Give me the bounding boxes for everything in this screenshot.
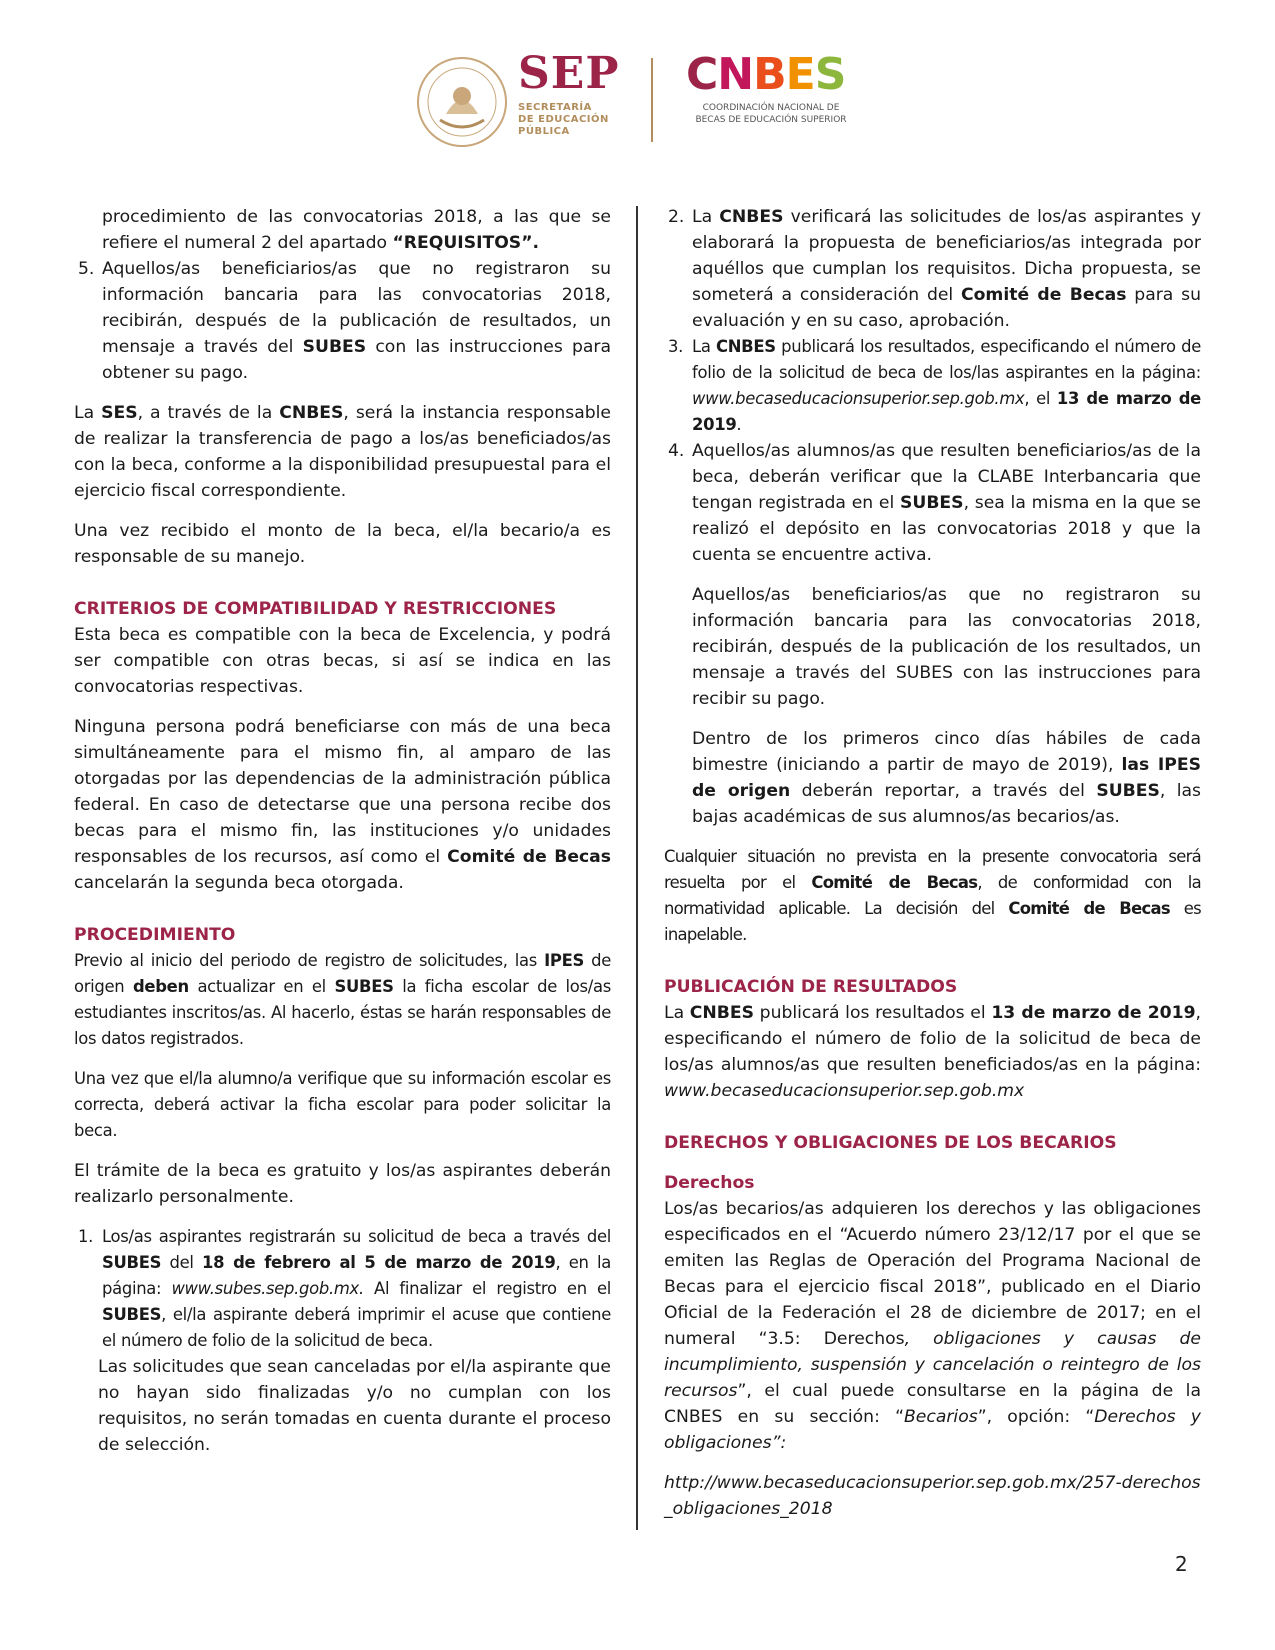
header-divider xyxy=(651,58,653,142)
right-column xyxy=(664,204,1201,1522)
column-divider xyxy=(636,206,638,1530)
list-item-2: 2. La CNBES verificará las solicitudes de los/as aspirantes y elaborará la propuesta de beneficiarios/as integrada por aquéllos que cumplan los requisitos. Dicha propuesta, se someterá a consideración del Comité de Becas para su evaluación y en su caso, aprobación. xyxy=(668,207,1201,331)
national-seal-logo xyxy=(416,56,508,148)
list-item-5: 5. Aquellos/as beneficiarios/as que no registraron su información bancaria para las convocatorias 2018, recibirán, después de la publicación de resultados, un mensaje a través del SUBES con las instrucciones para obtener su pago. xyxy=(78,259,611,383)
aquellos-paragraph: Aquellos/as beneficiarios/as que no registraron su información bancaria para las convocatorias 2018, recibirán, después de la publicación de los resultados, un mensaje a través del SUBES con las instrucciones para recibir su pago. xyxy=(692,585,1201,709)
continued-paragraph: procedimiento de las convocatorias 2018, a las que se refiere el numeral 2 del apartado “REQUISITOS”. xyxy=(102,207,611,253)
derechos-paragraph: Los/as becarios/as adquieren los derechos y las obligaciones especificados en el “Acuerdo número 23/12/17 por el que se emiten las Reglas de Operación del Programa Nacional de Becas para el ejercicio fiscal 2018”, publicado en el Diario Oficial de la Federación el 28 de diciembre de 2017; en el numeral “3.5: Derechos, obligaciones y causas de incumplimiento, suspensión y cancelación o reintegro de los recursos”, el cual puede consultarse en la página de la CNBES en su sección: “Becarios”, opción: “Derechos y obligaciones”: xyxy=(664,1199,1201,1453)
monto-paragraph: Una vez recibido el monto de la beca, el/la becario/a es responsable de su manejo. xyxy=(74,521,611,567)
dentro-paragraph: Dentro de los primeros cinco días hábiles de cada bimestre (iniciando a partir de mayo de 2019), las IPES de origen deberán reportar, a través del SUBES, las bajas académicas de sus alumnos/as becarios/as. xyxy=(692,729,1201,827)
cnbes-logo-text: CNBES xyxy=(686,49,846,100)
publicacion-paragraph: La CNBES publicará los resultados el 13 de marzo de 2019, especificando el número de folio de la solicitud de beca de los/as alumnos/as que resulten beneficiados/as en la página: www.becaseducacionsuperior.sep.gob.mx xyxy=(664,1003,1201,1101)
heading-derechos: DERECHOS Y OBLIGACIONES DE LOS BECARIOS xyxy=(664,1133,1117,1153)
sep-subtitle: SECRETARÍA DE EDUCACIÓN PÚBLICA xyxy=(518,102,609,137)
subheading-derechos: Derechos xyxy=(664,1173,755,1193)
verifique-paragraph: Una vez que el/la alumno/a verifique que su información escolar es correcta, deberá activar la ficha escolar para poder solicitar la beca. xyxy=(74,1069,611,1140)
heading-publicacion: PUBLICACIÓN DE RESULTADOS xyxy=(664,977,958,997)
ninguna-paragraph: Ninguna persona podrá beneficiarse con más de una beca simultáneamente para el mismo fin, al amparo de las otorgadas por las dependencias de la administración pública federal. En caso de detectarse que una persona recibe dos becas para el mismo fin, las instituciones y/o unidades responsables de los recursos, así como el Comité de Becas cancelarán la segunda beca otorgada. xyxy=(74,717,611,893)
page-header xyxy=(0,44,1275,154)
tramite-paragraph: El trámite de la beca es gratuito y los/as aspirantes deberán realizarlo personalmente. xyxy=(74,1161,611,1207)
cnbes-subtitle: COORDINACIÓN NACIONAL DE BECAS DE EDUCACIÓN SUPERIOR xyxy=(695,103,847,125)
canceladas-paragraph: Las solicitudes que sean canceladas por el/la aspirante que no hayan sido finalizadas y/o no cumplan con los requisitos, no serán tomadas en cuenta durante el proceso de selección. xyxy=(98,1357,611,1455)
derechos-url[interactable]: http://www.becaseducacionsuperior.sep.gob.mx/257-derechos_obligaciones_2018 xyxy=(664,1473,1201,1519)
previo-paragraph: Previo al inicio del periodo de registro de solicitudes, las IPES de origen deben actualizar en el SUBES la ficha escolar de los/as estudiantes inscritos/as. Al hacerlo, éstas se harán responsables de los datos registrados. xyxy=(74,951,611,1048)
list-item-4: 4. Aquellos/as alumnos/as que resulten beneficiarios/as de la beca, deberán verificar que la CLABE Interbancaria que tengan registrada en el SUBES, sea la misma en la que se realizó el depósito en las convocatorias 2018 y que la cuenta se encuentre activa. xyxy=(668,441,1201,565)
ses-paragraph: La SES, a través de la CNBES, será la instancia responsable de realizar la transferencia de pago a los/as beneficiados/as con la beca, conforme a la disponibilidad presupuestal para el ejercicio fiscal correspondiente. xyxy=(74,403,611,501)
list-item-1: 1. Los/as aspirantes registrarán su solicitud de beca a través del SUBES del 18 de febrero al 5 de marzo de 2019, en la página: www.subes.sep.gob.mx. Al finalizar el registro en el SUBES, el/la aspirante deberá imprimir el acuse que contiene el número de folio de la solicitud de beca. xyxy=(78,1227,611,1350)
sep-logo-text: SEP xyxy=(518,48,620,99)
cualquier-paragraph: Cualquier situación no prevista en la presente convocatoria será resuelta por el Comité de Becas, de conformidad con la normatividad aplicable. La decisión del Comité de Becas es inapelable. xyxy=(664,847,1202,944)
heading-criterios: CRITERIOS DE COMPATIBILIDAD Y RESTRICCIONES xyxy=(74,599,557,619)
list-item-3: 3. La CNBES publicará los resultados, especificando el número de folio de la solicitud de beca de los/las aspirantes en la página: www.becaseducacionsuperior.sep.gob.mx, el 13 de marzo de 2019. xyxy=(668,337,1201,434)
heading-procedimiento: PROCEDIMIENTO xyxy=(74,925,236,945)
left-column xyxy=(74,204,611,1458)
page-number: 2 xyxy=(1175,1552,1188,1576)
compatibility-paragraph: Esta beca es compatible con la beca de Excelencia, y podrá ser compatible con otras becas, si así se indica en las convocatorias respectivas. xyxy=(74,625,611,697)
